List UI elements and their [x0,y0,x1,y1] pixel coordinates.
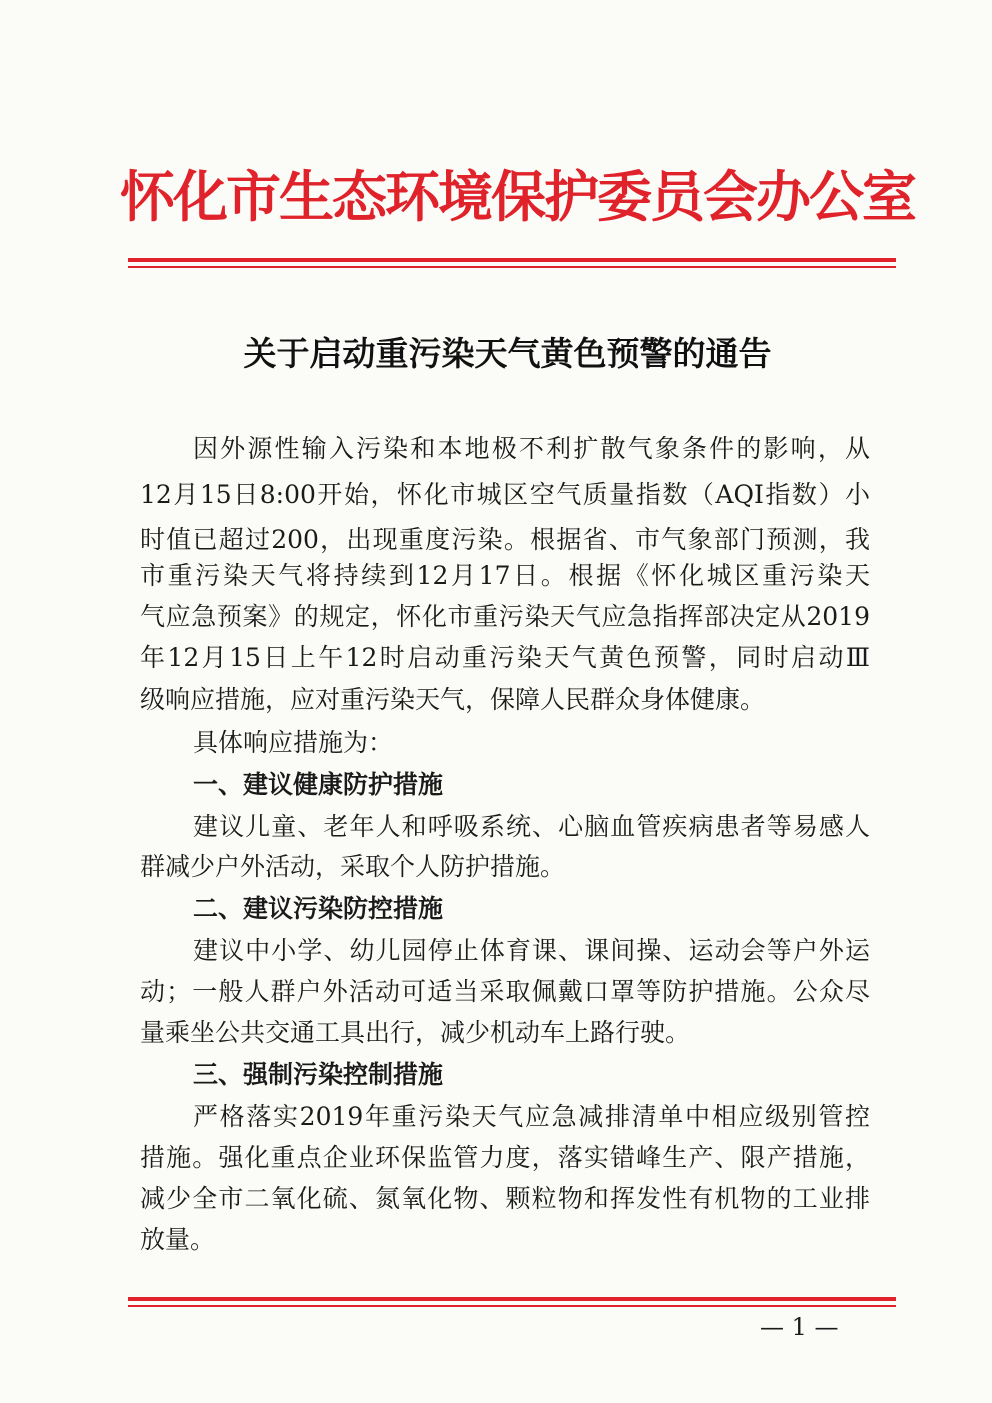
section-heading: 二、建议污染防控措施 [193,894,444,923]
body-line: 年12月15日上午12时启动重污染天气黄色预警，同时启动Ⅲ [140,643,870,672]
body-line: 量乘坐公共交通工具出行，减少机动车上路行驶。 [140,1018,691,1047]
body-line: 具体响应措施为： [193,728,394,757]
body-line: 放量。 [140,1225,216,1254]
notice-title: 关于启动重污染天气黄色预警的通告 [243,334,772,373]
body-line: 气应急预案》的规定，怀化市重污染天气应急指挥部决定从2019 [140,602,870,631]
body-line: 措施。强化重点企业环保监管力度，落实错峰生产、限产措施， [140,1143,870,1172]
body-line: 动；一般人群户外活动可适当采取佩戴口罩等防护措施。公众尽 [140,977,870,1006]
page-number: — 1 — [760,1313,839,1341]
footer-rule-thin [128,1305,896,1307]
masthead-rule-thick [128,258,896,262]
body-line: 严格落实2019年重污染天气应急减排清单中相应级别管控 [193,1102,870,1131]
body-line: 时值已超过200，出现重度污染。根据省、市气象部门预测，我 [140,525,870,554]
body-line: 群减少户外活动，采取个人防护措施。 [140,852,566,881]
body-line: 12月15日8:00开始，怀化市城区空气质量指数（AQI指数）小 [140,480,870,509]
body-line: 因外源性输入污染和本地极不利扩散气象条件的影响，从 [193,434,870,463]
section-heading: 一、建议健康防护措施 [193,770,444,799]
issuing-office-masthead: 怀化市生态环境保护委员会办公室 [120,165,916,229]
body-line: 减少全市二氧化硫、氮氧化物、颗粒物和挥发性有机物的工业排 [140,1184,870,1213]
section-heading: 三、强制污染控制措施 [193,1060,444,1089]
body-line: 市重污染天气将持续到12月17日。根据《怀化城区重污染天 [140,561,870,590]
body-line: 建议中小学、幼儿园停止体育课、课间操、运动会等户外运 [193,936,870,965]
body-line: 建议儿童、老年人和呼吸系统、心脑血管疾病患者等易感人 [193,812,870,841]
masthead-rule-thin [128,266,896,268]
body-line: 级响应措施，应对重污染天气，保障人民群众身体健康。 [140,685,766,714]
footer-rule-thick [128,1297,896,1301]
